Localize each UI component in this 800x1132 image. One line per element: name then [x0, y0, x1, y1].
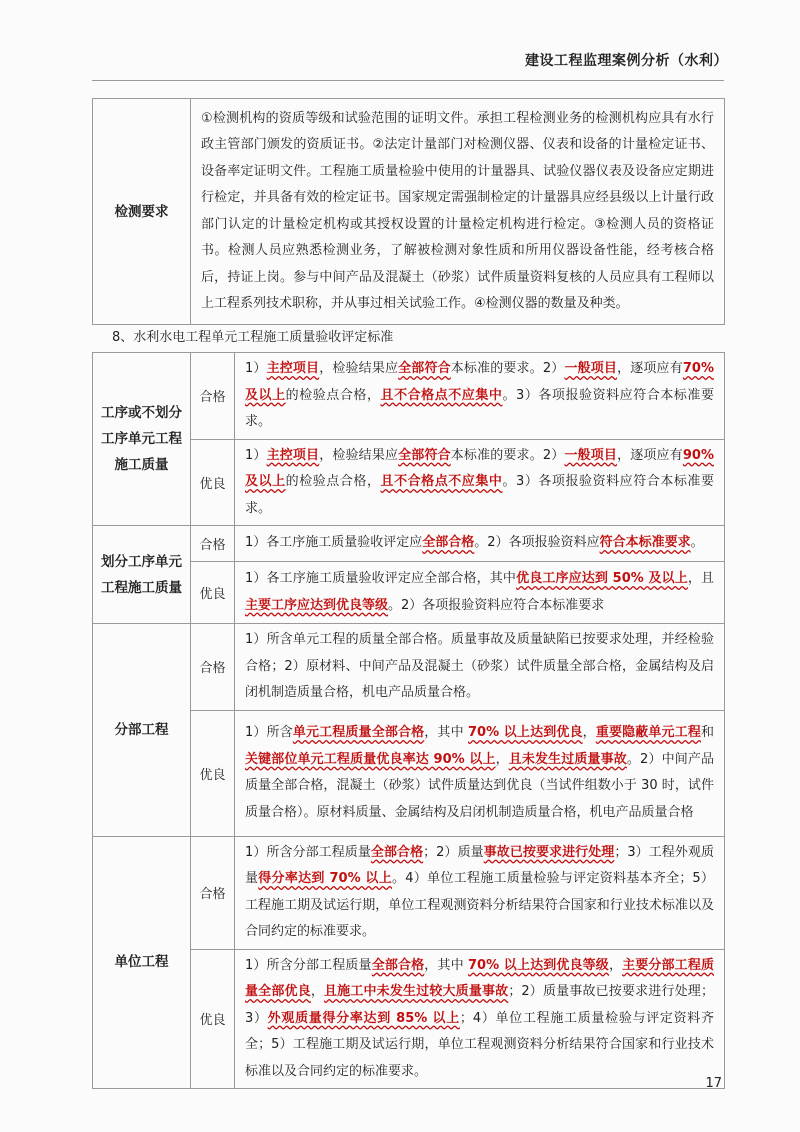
criteria-text: ；4）单位工程施工质量检验与评定资料齐全；5）工程施工期及试运行期，单位工程观测资料分析结果符合国家和行业技术标准以及合同约定的标准要求。 — [245, 1010, 714, 1079]
criteria-cell — [235, 949, 725, 1089]
quality-standard-table — [92, 352, 725, 1089]
criteria-cell — [235, 353, 725, 440]
criteria-text: 和 — [700, 725, 714, 740]
highlighted-text: 全部符合 — [398, 361, 451, 376]
criteria-text: ，逐项应有 — [617, 447, 683, 463]
running-header: 建设工程监理案例分析（水利） — [525, 53, 728, 69]
highlighted-text: 一般项目 — [564, 361, 618, 376]
highlighted-text: 全部合格 — [422, 535, 475, 551]
highlighted-text: 70% 以上达到优良 — [468, 725, 583, 740]
group-label: 工序或不划分工序单元工程施工质量 — [93, 353, 191, 526]
group-label: 分部工程 — [93, 624, 191, 837]
grade-cell: 合格 — [191, 624, 235, 711]
grade-cell: 优良 — [191, 949, 235, 1089]
highlighted-text: 且不合格点不应集中 — [380, 387, 503, 403]
highlighted-text: 且未发生过质量事故 — [508, 751, 627, 767]
highlighted-text: 全部合格 — [370, 844, 424, 860]
criteria-text: 。3）各项报验资料应符合本标准要求。 — [245, 387, 714, 429]
highlighted-text: 90% 及以上 — [245, 447, 714, 489]
criteria-text: 本标准的要求。2） — [450, 361, 565, 376]
criteria-text: 1）所含单元工程的质量全部合格。质量事故及质量缺陷已按要求处理，并经检验合格；2）原材料、中间产品及混凝土（砂浆）试件质量全部合格，金属结构及启闭机制造质量合格，机电产品质量合格。 — [245, 632, 714, 700]
criteria-text: 。2）各项报验资料应 — [474, 535, 600, 551]
highlighted-text: 70% 以上达到优良等级 — [468, 957, 609, 973]
criteria-cell — [235, 439, 725, 526]
highlighted-text: 70% 及以上 — [245, 361, 714, 403]
criteria-text: 本标准的要求。2） — [450, 447, 565, 463]
criteria-text: ，且 — [687, 571, 714, 586]
highlighted-text: 关键部位单元工程质量优良率达 90% 以上 — [245, 751, 496, 767]
highlighted-text: 主控项目 — [266, 447, 320, 463]
row-label: 检测要求 — [93, 99, 191, 325]
criteria-text: 1）所含 — [245, 725, 293, 740]
grade-cell: 优良 — [191, 710, 235, 836]
criteria-text: 1）各工序施工质量验收评定应全部合格，其中 — [245, 571, 517, 586]
grade-cell: 优良 — [191, 562, 235, 624]
criteria-text: 1）各工序施工质量验收评定应 — [245, 535, 423, 551]
criteria-text: ， — [310, 984, 325, 999]
criteria-text: ；2）质量 — [423, 844, 484, 860]
criteria-text: 。3）各项报验资料应符合本标准要求。 — [245, 474, 714, 516]
criteria-cell — [235, 624, 725, 711]
criteria-text: 1） — [245, 361, 267, 376]
table-row — [93, 624, 725, 711]
criteria-text: ；3）工程外观质量 — [245, 844, 714, 886]
highlighted-text: 事故已按要求进行处理 — [483, 844, 615, 860]
table-row — [93, 526, 725, 562]
criteria-text: ；2）质量事故已按要求进行处理；3） — [245, 984, 714, 1026]
highlighted-text: 全部合格 — [371, 957, 425, 973]
criteria-cell — [235, 526, 725, 562]
highlighted-text: 全部符合 — [398, 447, 451, 463]
highlighted-text: 主控项目 — [266, 361, 320, 376]
table-row — [93, 836, 725, 949]
grade-cell: 合格 — [191, 836, 235, 949]
criteria-cell — [235, 710, 725, 836]
detection-requirements-content: ①检测机构的资质等级和试验范围的证明文件。承担工程检测业务的检测机构应具有水行政主管部门颁发的资质证书。②法定计量部门对检测仪器、仪表和设备的计量检定证书、设备率定证明文件。工程施工质量检验中使用的计量器具、试验仪器仪表及设备应定期进行检定，并具备有效的检定证书。国家规定需强制检定的计量器具应经县级以上计量行政部门认定的计量检定机构或其授权设置的计量检定机构进行检定。③检测人员的资格证书。检测人员应熟悉检测业务，了解被检测对象性质和所用仪器设备性能，经考核合格后，持证上岗。参与中间产品及混凝土（砂浆）试件质量资料复核的人员应具有工程师以上工程系列技术职称，并从事过相关试验工作。④检测仪器的数量及种类。 — [191, 99, 725, 325]
criteria-text: 的检验点合格， — [285, 474, 381, 489]
criteria-text: 。2）各项报验资料应符合本标准要求 — [388, 597, 605, 613]
section-title: 8、水利水电工程单元工程施工质量验收评定标准 — [112, 330, 394, 345]
highlighted-text: 单元工程质量全部合格 — [292, 725, 425, 740]
criteria-text: 1）所含分部工程质量 — [245, 957, 372, 973]
grade-cell: 优良 — [191, 439, 235, 526]
criteria-text: ， — [495, 751, 509, 767]
header-rule — [92, 80, 724, 81]
group-label: 划分工序单元工程施工质量 — [93, 526, 191, 624]
highlighted-text: 外观质量得分率达到 85% 以上 — [267, 1010, 460, 1026]
highlighted-text: 重要隐蔽单元工程 — [595, 725, 701, 740]
table-row — [93, 99, 725, 325]
criteria-text: ，其中 — [424, 725, 468, 740]
grade-cell: 合格 — [191, 353, 235, 440]
criteria-text: 。 — [690, 535, 704, 551]
criteria-text: ，检验结果应 — [319, 447, 399, 463]
group-label: 单位工程 — [93, 836, 191, 1089]
highlighted-text: 优良工序应达到 50% 及以上 — [516, 571, 688, 586]
grade-cell: 合格 — [191, 526, 235, 562]
highlighted-text: 且不合格点不应集中 — [380, 474, 503, 489]
criteria-text: 1）所含分部工程质量 — [245, 844, 371, 860]
highlighted-text: 一般项目 — [564, 447, 618, 463]
criteria-text: 的检验点合格， — [285, 387, 381, 403]
criteria-text: 。4）单位工程施工质量检验与评定资料基本齐全；5）工程施工期及试运行期，单位工程观测资料分析结果符合国家和行业技术标准以及合同约定的标准要求。 — [245, 871, 714, 939]
page-number: 17 — [705, 1076, 722, 1091]
highlighted-text: 且施工中未发生过较大质量事故 — [324, 984, 509, 999]
criteria-cell — [235, 836, 725, 949]
highlighted-text: 符合本标准要求 — [599, 535, 691, 551]
criteria-text: 1） — [245, 447, 267, 463]
highlighted-text: 主要工序应达到优良等级 — [245, 597, 389, 613]
criteria-text: ，逐项应有 — [617, 361, 683, 376]
criteria-text: 。2）中间产品质量全部合格，混凝土（砂浆）试件质量达到优良（当试件组数小于 30 时，试件质量合格）。原材料质量、金属结构及启闭机制造质量合格，机电产品质量合格 — [245, 751, 714, 820]
criteria-text: ，检验结果应 — [319, 361, 399, 376]
highlighted-text: 主要分部工程质量全部优良 — [245, 957, 714, 999]
highlighted-text: 得分率达到 70% 以上 — [258, 871, 392, 886]
criteria-cell — [235, 562, 725, 624]
detection-requirements-table — [92, 98, 725, 325]
table-row — [93, 353, 725, 440]
criteria-text: ，其中 — [424, 957, 469, 973]
criteria-text: ， — [582, 725, 596, 740]
criteria-text: ， — [608, 957, 623, 973]
